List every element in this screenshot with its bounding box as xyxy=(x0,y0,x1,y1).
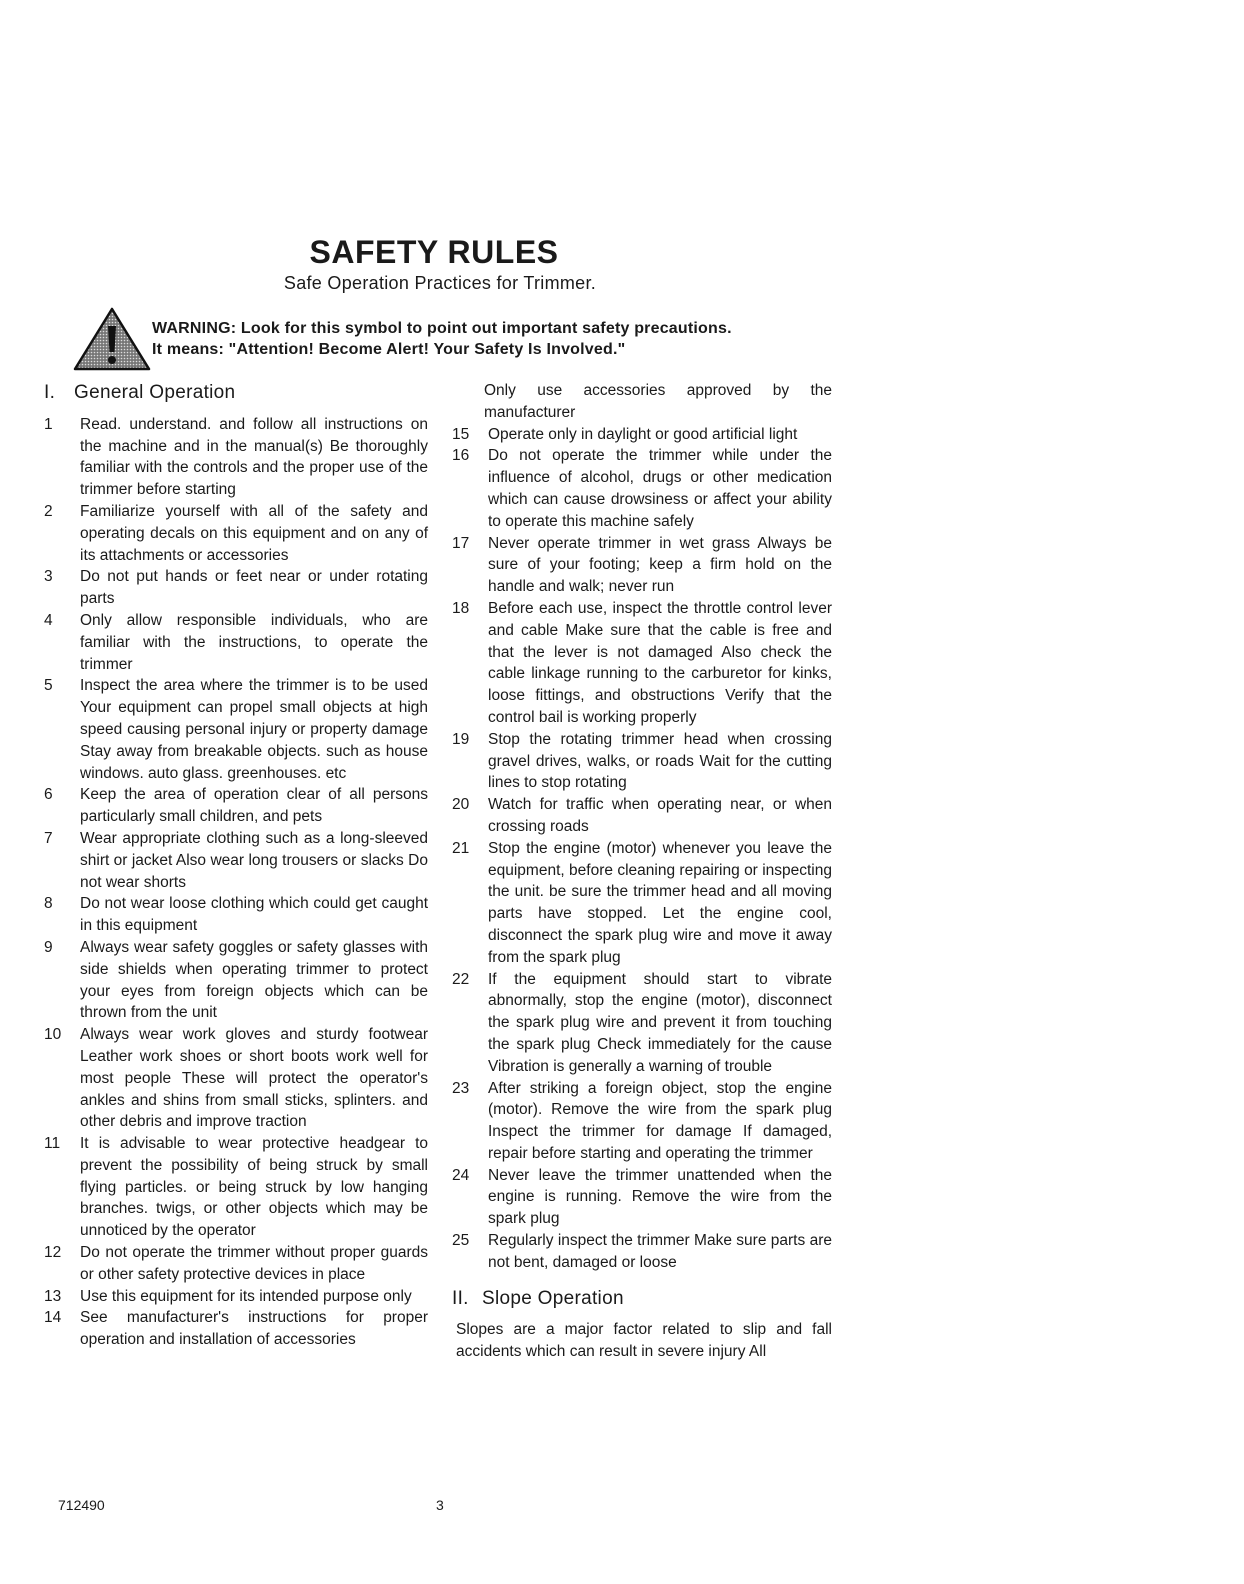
page-title: SAFETY RULES xyxy=(309,234,559,270)
rule-number: 23 xyxy=(452,1079,470,1097)
rule-number: 10 xyxy=(44,1026,62,1044)
rule-text: Use this equipment for its intended purpose only xyxy=(80,1287,412,1305)
warning-triangle-icon xyxy=(72,306,152,372)
rule-item xyxy=(44,566,428,610)
rule-text: Watch for traffic when operating near, or when crossing roads xyxy=(488,796,832,835)
rule-text: Keep the area of operation clear of all persons particularly small children, and pets xyxy=(80,786,428,826)
rule-number: 17 xyxy=(452,534,470,552)
rule-14-continued: Only use accessories approved by the manufacturer xyxy=(484,382,832,421)
rule-number: 13 xyxy=(44,1287,62,1305)
section-heading-general-operation xyxy=(44,382,428,404)
rule-item xyxy=(452,424,832,446)
rule-text: Inspect the area where the trimmer is to be used Your equipment can propel small objects at high speed causing personal injury or property damage Stay away from breakable objects. such as house windows. auto glass. greenhouses. etc xyxy=(80,677,428,782)
rule-item xyxy=(44,1307,428,1351)
rule-number: 1 xyxy=(44,415,53,433)
rule-number: 2 xyxy=(44,502,53,520)
rules-list-right xyxy=(452,424,832,1274)
rule-text: Always wear work gloves and sturdy footwear Leather work shoes or short boots work well for most people These will protect the operator's ankles and shins from small sticks, splinters. and other debris and improve traction xyxy=(80,1026,428,1131)
rule-text: Operate only in daylight or good artificial light xyxy=(488,425,798,443)
rule-item xyxy=(44,1024,428,1133)
rule-item xyxy=(452,1230,832,1274)
rule-text: Never leave the trimmer unattended when the engine is running. Remove the wire from the spark plug xyxy=(488,1166,832,1228)
rule-number: 8 xyxy=(44,895,53,913)
left-column xyxy=(44,382,428,1351)
rule-number: 18 xyxy=(452,599,470,617)
rule-item xyxy=(44,828,428,893)
rule-number: 6 xyxy=(44,786,53,804)
rule-text: Stop the engine (motor) whenever you leave the equipment, before cleaning repairing or inspecting the unit. be sure the trimmer head and all moving parts have stopped. Let the engine cool, disconnect the spark plug wire and move it away from the spark plug xyxy=(488,839,832,966)
rule-item xyxy=(452,729,832,794)
rule-number: 14 xyxy=(44,1309,62,1327)
rule-text: Only allow responsible individuals, who are familiar with the instructions, to operate the trimmer xyxy=(80,611,428,673)
rule-number: 4 xyxy=(44,611,53,629)
right-column xyxy=(452,380,832,1363)
rule-number: 9 xyxy=(44,938,53,956)
rule-number: 22 xyxy=(452,970,470,988)
rule-number: 25 xyxy=(452,1232,470,1250)
rule-text: Regularly inspect the trimmer Make sure parts are not bent, damaged or loose xyxy=(488,1232,832,1271)
rule-text: Read. understand. and follow all instructions on the machine and in the manual(s) Be thoroughly familiar with the controls and the proper use of the trimmer before starting xyxy=(80,415,428,499)
rule-number: 11 xyxy=(44,1135,61,1153)
rule-text: If the equipment should start to vibrate abnormally, stop the engine (motor), disconnect the spark plug wire and prevent it from touching the spark plug Check immediately for the cause Vibration is generally a warning of trouble xyxy=(488,970,832,1075)
rule-number: 15 xyxy=(452,425,470,443)
rule-item xyxy=(452,445,832,532)
rule-text: It is advisable to wear protective headgear to prevent the possibility of being struck by small flying particles. or being struck by low hanging branches. twigs, or other objects which may be unnoticed by the operator xyxy=(80,1135,428,1240)
section-number: I. xyxy=(44,382,56,403)
rule-text: Do not operate the trimmer while under the influence of alcohol, drugs or other medication which can cause drowsiness or affect your ability to operate this machine safely xyxy=(488,447,832,530)
rule-item xyxy=(44,675,428,784)
slope-paragraph: Slopes are a major factor related to slip and fall accidents which can result in severe injury All xyxy=(456,1321,832,1361)
rule-number: 7 xyxy=(44,829,53,847)
rule-item xyxy=(44,1133,428,1242)
rule-text: Never operate trimmer in wet grass Always be sure of your footing; keep a firm hold on the handle and walk; never run xyxy=(488,534,832,596)
rule-text: See manufacturer's instructions for proper operation and installation of accessories xyxy=(80,1309,428,1349)
rule-number: 21 xyxy=(452,839,470,857)
rule-number: 20 xyxy=(452,796,470,814)
rule-item xyxy=(44,893,428,937)
rule-item xyxy=(452,969,832,1078)
rule-text: Do not wear loose clothing which could get caught in this equipment xyxy=(80,895,428,935)
rule-item xyxy=(44,414,428,501)
rule-item xyxy=(452,598,832,729)
rule-number: 16 xyxy=(452,447,470,465)
rule-item xyxy=(452,533,832,598)
rule-item xyxy=(452,1078,832,1165)
rule-number: 24 xyxy=(452,1166,470,1184)
rule-text: Familiarize yourself with all of the safety and operating decals on this equipment and on any of its attachments or accessories xyxy=(80,502,428,564)
rule-text: Stop the rotating trimmer head when crossing gravel drives, walks, or roads Wait for the cutting lines to stop rotating xyxy=(488,730,832,792)
rule-text: Always wear safety goggles or safety glasses with side shields when operating trimmer to protect your eyes from foreign objects which can be thrown from the unit xyxy=(80,938,428,1022)
rule-text: After striking a foreign object, stop the engine (motor). Remove the wire from the spark plug Inspect the trimmer for damage If damaged, repair before starting and operating the trimmer xyxy=(488,1079,832,1162)
rule-number: 5 xyxy=(44,677,53,695)
rule-item xyxy=(44,784,428,828)
page-subtitle: Safe Operation Practices for Trimmer. xyxy=(283,273,597,293)
section-title: General Operation xyxy=(74,382,236,403)
warning-line-2: It means: "Attention! Become Alert! Your Safety Is Involved." xyxy=(152,341,626,358)
rule-item xyxy=(44,501,428,566)
rule-number: 12 xyxy=(44,1244,62,1262)
warning-message xyxy=(152,318,732,360)
rule-item xyxy=(44,1286,428,1308)
warning-line-1: WARNING: Look for this symbol to point out important safety precautions. xyxy=(152,320,732,337)
rule-text: Do not operate the trimmer without proper guards or other safety protective devices in place xyxy=(80,1244,428,1283)
rule-text: Do not put hands or feet near or under rotating parts xyxy=(80,568,428,608)
document-code: 712490 xyxy=(58,1497,105,1513)
rule-number: 3 xyxy=(44,568,53,586)
rule-text: Wear appropriate clothing such as a long-sleeved shirt or jacket Also wear long trousers or slacks Do not wear shorts xyxy=(80,829,428,891)
rule-item xyxy=(44,1242,428,1286)
section-heading-slope-operation xyxy=(452,1288,832,1310)
rules-list-left xyxy=(44,414,428,1351)
section-title: Slope Operation xyxy=(482,1287,624,1309)
page-number: 3 xyxy=(436,1497,444,1513)
rule-item xyxy=(44,937,428,1024)
section-number: II. xyxy=(452,1287,469,1309)
rule-number: 19 xyxy=(452,730,470,748)
rule-item xyxy=(44,610,428,675)
rule-text: Before each use, inspect the throttle control lever and cable Make sure that the cable is free and that the lever is not damaged Also check the cable linkage running to the carburetor for kinks, loose fittings, and obstructions Verify that the control bail is working properly xyxy=(488,599,832,726)
rule-item xyxy=(452,794,832,838)
rule-item xyxy=(452,838,832,969)
rule-item xyxy=(452,1165,832,1230)
